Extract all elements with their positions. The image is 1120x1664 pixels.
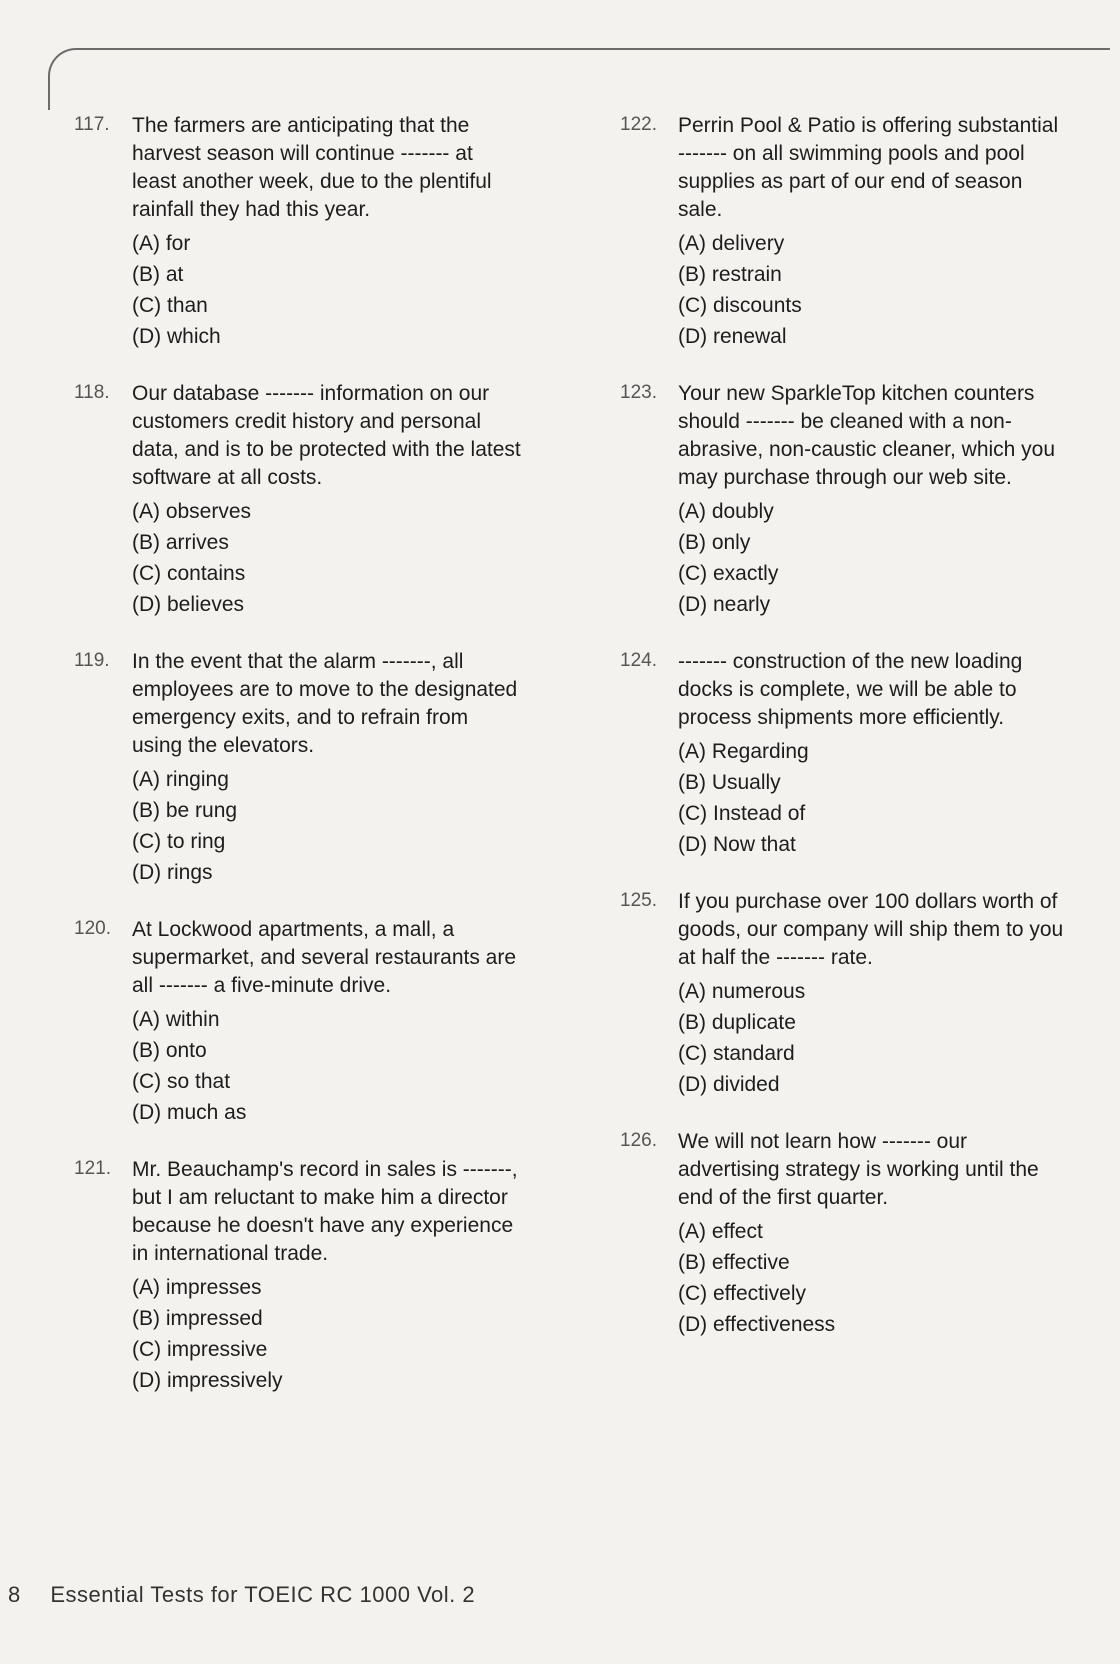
answer-options <box>678 1216 1100 1340</box>
question-block <box>74 1156 554 1396</box>
answer-option: (D) nearly <box>678 593 771 616</box>
question-number: 120. <box>74 918 111 939</box>
answer-option: (A) effect <box>678 1220 763 1243</box>
answer-option: (C) Instead of <box>678 802 806 825</box>
answer-option: (A) delivery <box>678 232 785 255</box>
answer-option: (D) effectiveness <box>678 1313 836 1336</box>
answer-options <box>132 764 554 888</box>
answer-options <box>678 496 1100 620</box>
question-block <box>74 916 554 1128</box>
answer-option: (C) contains <box>132 562 246 585</box>
answer-option: (B) effective <box>678 1251 790 1274</box>
question-block <box>620 888 1100 1100</box>
answer-option: (A) observes <box>132 500 252 523</box>
question-number: 126. <box>620 1130 657 1151</box>
answer-option: (B) restrain <box>678 263 782 286</box>
question-number: 124. <box>620 650 657 671</box>
answer-option: (C) so that <box>132 1070 231 1093</box>
page-number: 8 <box>8 1582 21 1607</box>
question-block <box>620 112 1100 352</box>
question-block <box>620 1128 1100 1340</box>
page-frame <box>48 48 1110 110</box>
answer-option: (D) divided <box>678 1073 780 1096</box>
question-number: 125. <box>620 890 657 911</box>
answer-option: (C) exactly <box>678 562 779 585</box>
answer-option: (B) be rung <box>132 799 238 822</box>
answer-option: (A) for <box>132 232 191 255</box>
answer-option: (A) within <box>132 1008 220 1031</box>
answer-option: (D) much as <box>132 1101 247 1124</box>
answer-option: (D) Now that <box>678 833 796 856</box>
question-block <box>620 648 1100 860</box>
answer-option: (D) impressively <box>132 1369 283 1392</box>
answer-option: (A) ringing <box>132 768 229 791</box>
answer-option: (C) effectively <box>678 1282 806 1305</box>
answer-options <box>678 736 1100 860</box>
question-block <box>74 380 554 620</box>
answer-options <box>132 228 554 352</box>
answer-option: (C) to ring <box>132 830 226 853</box>
question-stem: In the event that the alarm -------, all employees are to move to the designated emergency exits, and to refrain from using the elevators. <box>132 650 518 757</box>
answer-option: (D) which <box>132 325 221 348</box>
answer-option: (C) discounts <box>678 294 802 317</box>
answer-option: (B) impressed <box>132 1307 263 1330</box>
answer-option: (A) impresses <box>132 1276 262 1299</box>
question-number: 119. <box>74 650 110 671</box>
question-stem: The farmers are anticipating that the harvest season will continue ------- at least another week, due to the plentiful rainfall they had this year. <box>132 114 492 221</box>
answer-option: (B) Usually <box>678 771 781 794</box>
answer-option: (D) believes <box>132 593 245 616</box>
question-number: 118. <box>74 382 110 403</box>
answer-option: (B) only <box>678 531 751 554</box>
right-question-column <box>620 112 1100 1368</box>
answer-options <box>678 228 1100 352</box>
answer-option: (B) duplicate <box>678 1011 796 1034</box>
left-question-column <box>74 112 554 1424</box>
answer-option: (B) arrives <box>132 531 229 554</box>
page-footer <box>8 1582 475 1608</box>
question-stem: If you purchase over 100 dollars worth of goods, our company will ship them to you at half the ------- rate. <box>678 890 1064 969</box>
answer-option: (B) at <box>132 263 184 286</box>
answer-option: (C) standard <box>678 1042 795 1065</box>
question-stem: Your new SparkleTop kitchen counters should ------- be cleaned with a non- abrasive, non-caustic cleaner, which you may purchase through our web site. <box>678 382 1056 489</box>
question-stem: We will not learn how ------- our advertising strategy is working until the end of the first quarter. <box>678 1130 1039 1209</box>
answer-options <box>132 496 554 620</box>
answer-option: (D) rings <box>132 861 213 884</box>
answer-option: (C) than <box>132 294 208 317</box>
question-number: 117. <box>74 114 110 135</box>
answer-options <box>132 1272 554 1396</box>
question-stem: At Lockwood apartments, a mall, a supermarket, and several restaurants are all ------- a five-minute drive. <box>132 918 517 997</box>
answer-option: (C) impressive <box>132 1338 268 1361</box>
question-stem: ------- construction of the new loading docks is complete, we will be able to process shipments more efficiently. <box>678 650 1023 729</box>
question-block <box>74 648 554 888</box>
book-title: Essential Tests for TOEIC RC 1000 Vol. 2 <box>50 1582 476 1607</box>
answer-option: (D) renewal <box>678 325 787 348</box>
answer-option: (A) Regarding <box>678 740 809 763</box>
answer-option: (B) onto <box>132 1039 207 1062</box>
question-number: 123. <box>620 382 657 403</box>
answer-options <box>132 1004 554 1128</box>
question-number: 122. <box>620 114 657 135</box>
question-block <box>620 380 1100 620</box>
question-stem: Mr. Beauchamp's record in sales is -------, but I am reluctant to make him a director because he doesn't have any experience in international trade. <box>132 1158 518 1265</box>
question-number: 121. <box>74 1158 111 1179</box>
question-block <box>74 112 554 352</box>
answer-options <box>678 976 1100 1100</box>
question-stem: Our database ------- information on our customers credit history and personal data, and is to be protected with the latest software at all costs. <box>132 382 521 489</box>
question-stem: Perrin Pool & Patio is offering substantial ------- on all swimming pools and pool supplies as part of our end of season sale. <box>678 114 1059 221</box>
answer-option: (A) numerous <box>678 980 806 1003</box>
answer-option: (A) doubly <box>678 500 774 523</box>
